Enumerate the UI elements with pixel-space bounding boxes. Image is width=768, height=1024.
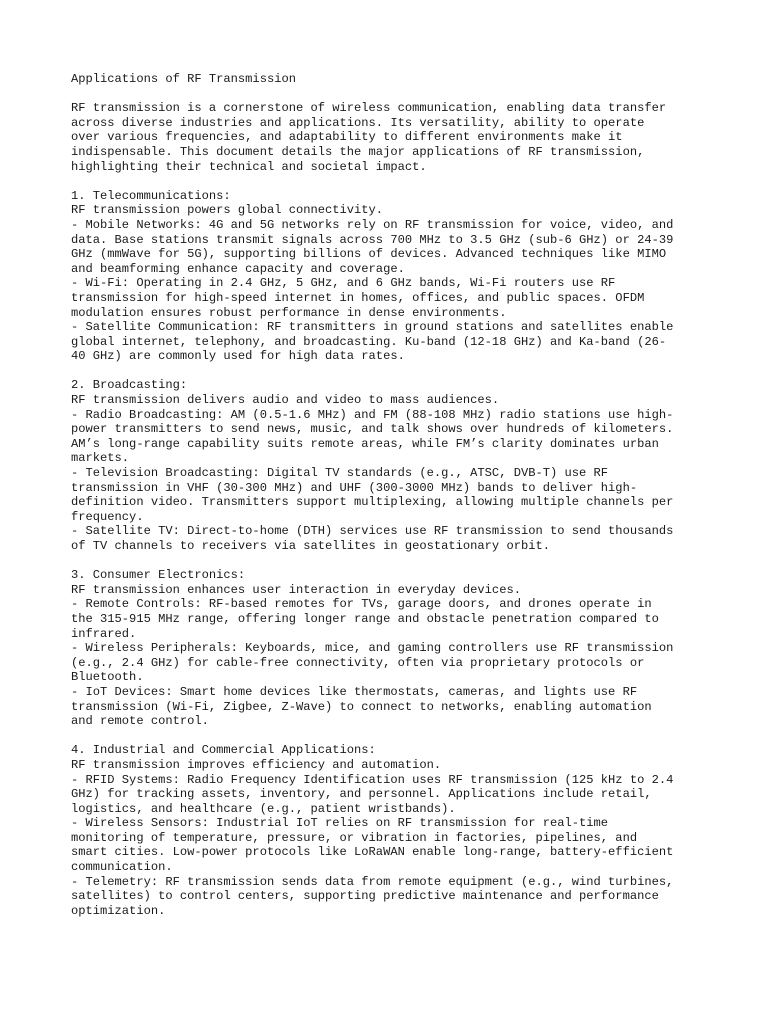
section-line: data. Base stations transmit signals across 700 MHz to 3.5 GHz (sub-6 GHz) or 24-39 [71,232,674,247]
section-line: - IoT Devices: Smart home devices like thermostats, cameras, and lights use RF [71,684,638,699]
section-line: - Telemetry: RF transmission sends data from remote equipment (e.g., wind turbines, [71,874,674,889]
section-line: monitoring of temperature, pressure, or vibration in factories, pipelines, and [71,830,638,845]
intro-line: across diverse industries and applications. Its versatility, ability to operate [71,115,645,130]
section-line: - Wireless Peripherals: Keyboards, mice, and gaming controllers use RF transmission [71,641,674,656]
section-consumer-electronics [71,568,711,729]
spacer [71,87,711,102]
spacer [71,729,711,744]
section-line: - Television Broadcasting: Digital TV standards (e.g., ATSC, DVB-T) use RF [71,466,609,481]
section-heading: 3. Consumer Electronics: [71,568,246,583]
intro-line: highlighting their technical and societal impact. [71,159,427,174]
section-heading: 4. Industrial and Commercial Applications: [71,743,376,758]
section-line: 40 GHz) are commonly used for high data rates. [71,349,405,364]
intro-paragraph [71,101,711,174]
spacer [71,364,711,379]
section-industrial-commercial [71,743,711,918]
intro-line: over various frequencies, and adaptability to different environments make it [71,130,623,145]
section-telecommunications [71,189,711,364]
section-line: markets. [71,451,130,466]
section-line: RF transmission enhances user interaction in everyday devices. [71,582,521,597]
section-line: frequency. [71,509,144,524]
section-line: smart cities. Low-power protocols like LoRaWAN enable long-range, battery-efficient [71,845,674,860]
section-line: and beamforming enhance capacity and coverage. [71,261,405,276]
section-line: RF transmission improves efficiency and automation. [71,757,442,772]
section-line: satellites) to control centers, supporting predictive maintenance and performance [71,889,659,904]
section-line: logistics, and healthcare (e.g., patient wristbands). [71,801,456,816]
section-heading: 2. Broadcasting: [71,378,188,393]
intro-line: indispensable. This document details the major applications of RF transmission, [71,144,645,159]
section-line: the 315-915 MHz range, offering longer range and obstacle penetration compared to [71,611,659,626]
section-line: power transmitters to send news, music, and talk shows over hundreds of kilometers. [71,422,674,437]
section-line: - RFID Systems: Radio Frequency Identification uses RF transmission (125 kHz to 2.4 [71,772,674,787]
section-line: - Wi-Fi: Operating in 2.4 GHz, 5 GHz, and 6 GHz bands, Wi-Fi routers use RF [71,276,616,291]
section-line: GHz (mmWave for 5G), supporting billions of devices. Advanced techniques like MIMO [71,247,667,262]
section-line: and remote control. [71,714,209,729]
section-line: GHz) for tracking assets, inventory, and personnel. Applications include retail, [71,787,652,802]
section-line: - Satellite Communication: RF transmitters in ground stations and satellites enable [71,320,674,335]
section-line: - Wireless Sensors: Industrial IoT relies on RF transmission for real-time [71,816,609,831]
section-line: optimization. [71,903,166,918]
intro-line: RF transmission is a cornerstone of wireless communication, enabling data transfer [71,101,667,116]
section-line: Bluetooth. [71,670,144,685]
section-broadcasting [71,378,711,553]
section-line: RF transmission powers global connectivity. [71,203,384,218]
section-line: AM’s long-range capability suits remote areas, while FM’s clarity dominates urban [71,436,659,451]
document-title: Applications of RF Transmission [71,72,296,86]
section-line: communication. [71,860,173,875]
section-line: RF transmission delivers audio and video to mass audiences. [71,393,500,408]
section-line: of TV channels to receivers via satellites in geostationary orbit. [71,539,550,553]
section-line: transmission for high-speed internet in homes, offices, and public spaces. OFDM [71,290,645,305]
section-line: - Mobile Networks: 4G and 5G networks rely on RF transmission for voice, video, and [71,217,674,232]
section-heading: 1. Telecommunications: [71,188,231,203]
section-line: modulation ensures robust performance in dense environments. [71,305,507,320]
section-line: global internet, telephony, and broadcasting. Ku-band (12-18 GHz) and Ka-band (26- [71,334,667,349]
section-line: transmission in VHF (30-300 MHz) and UHF (300-3000 MHz) bands to deliver high- [71,480,638,495]
section-line: infrared. [71,626,137,641]
section-line: definition video. Transmitters support multiplexing, allowing multiple channels per [71,495,674,510]
section-line: (e.g., 2.4 GHz) for cable-free connectivity, often via proprietary protocols or [71,655,645,670]
section-line: transmission (Wi-Fi, Zigbee, Z-Wave) to connect to networks, enabling automation [71,699,652,714]
section-line: - Satellite TV: Direct-to-home (DTH) services use RF transmission to send thousands [71,524,674,539]
document-page [71,72,711,918]
spacer [71,554,711,569]
spacer [71,174,711,189]
section-line: - Radio Broadcasting: AM (0.5-1.6 MHz) and FM (88-108 MHz) radio stations use high- [71,407,674,422]
section-line: - Remote Controls: RF-based remotes for TVs, garage doors, and drones operate in [71,597,652,612]
